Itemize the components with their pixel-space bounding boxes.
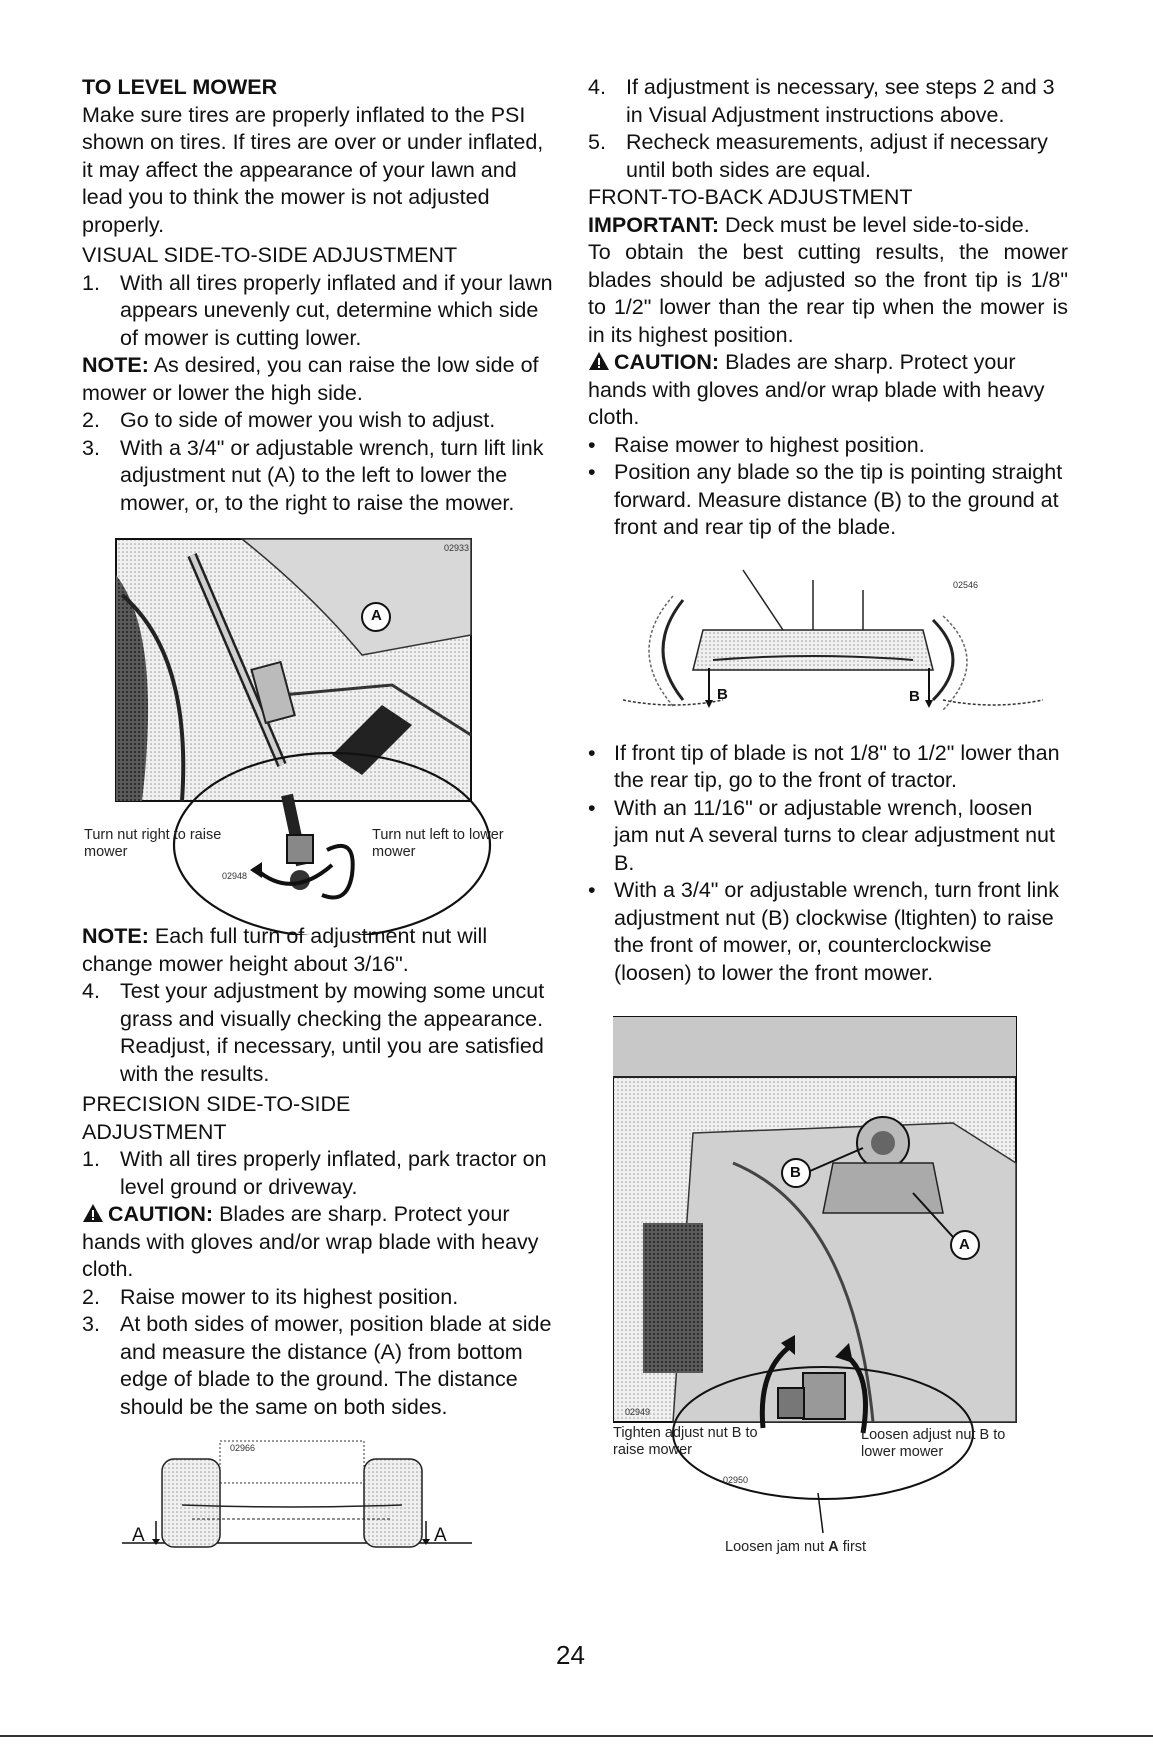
front-to-back-heading: FRONT-TO-BACK ADJUSTMENT <box>588 185 913 209</box>
visual-step-3: 3. With a 3/4" or adjustable wrench, turn lift link adjustment nut (A) to the left to lower the mower, or, to the right to raise the mower. <box>82 435 544 515</box>
precision-step-4: 4. If adjustment is necessary, see steps 2 and 3 in Visual Adjustment instructions above. <box>588 75 1055 127</box>
fig3-label-a-right: A <box>434 1525 447 1546</box>
fig4-label-b: B <box>790 1164 801 1181</box>
bullet-front-tip: • If front tip of blade is not 1/8" to 1/2" lower than the rear tip, go to the front of tractor. <box>588 740 1060 792</box>
fig4-code-top: 02949 <box>625 1407 651 1417</box>
bullet-loosen-jam-nut: • With an 11/16" or adjustable wrench, loosen jam nut A several turns to clear adjustment nut B. <box>588 795 1055 875</box>
fig4-caption-jam: Loosen jam nut A first <box>725 1539 867 1555</box>
fig2-code: 02546 <box>953 579 979 590</box>
visual-heading: VISUAL SIDE-TO-SIDE ADJUSTMENT <box>82 243 458 267</box>
precision-step-2: 2. Raise mower to its highest position. <box>82 1284 459 1309</box>
right-column <box>588 74 1068 1578</box>
precision-step-3: 3. At both sides of mower, position blade at side and measure the distance (A) from bottom edge of blade to the ground. The distance should be the same on both sides. <box>82 1312 552 1419</box>
level-intro: Make sure tires are properly inflated to the PSI shown on tires. If tires are over or under inflated, it may affect the appearance of your lawn and lead you to think the mower is not adjusted properly. <box>82 102 544 237</box>
bullet-raise-mower: • Raise mower to highest position. <box>588 432 925 457</box>
fig1-caption-right: Turn nut right to raise mower <box>84 827 222 860</box>
precision-caution: CAUTION: Blades are sharp. Protect your hands with gloves and/or wrap blade with heavy cloth. <box>82 1202 539 1281</box>
visual-step-4: 4. Test your adjustment by mowing some uncut grass and visually checking the appearance. Readjust, if necessary, until you are satisfied with the results. <box>82 979 545 1086</box>
level-mower-title: TO LEVEL MOWER <box>82 75 278 99</box>
important-notice: IMPORTANT: Deck must be level side-to-side. <box>588 212 1030 237</box>
lift-link-illustration <box>82 535 542 935</box>
tractor-front-illustration <box>112 1439 532 1559</box>
fig3-code: 02966 <box>230 1443 256 1453</box>
precision-step-5: 5. Recheck measurements, adjust if necessary until both sides are equal. <box>588 130 1048 182</box>
left-column <box>82 74 558 1559</box>
front-link-illustration <box>613 1013 1053 1578</box>
front-link-figure <box>613 1013 1053 1578</box>
adjustment-note: NOTE: Each full turn of adjustment nut will change mower height about 3/16". <box>82 924 488 976</box>
fig3-label-a-left: A <box>132 1525 145 1546</box>
fig1-code-top: 02933 <box>444 543 470 553</box>
bottom-rule <box>0 1735 1153 1737</box>
fig1-caption-left: Turn nut left to lower mower <box>372 827 504 860</box>
caution-icon <box>82 1203 104 1223</box>
fig2-label-b-rear: B <box>909 687 920 705</box>
lift-link-figure <box>82 535 542 935</box>
visual-step-1: 1. With all tires properly inflated and if your lawn appears unevenly cut, determine which side of mower is cutting lower. <box>82 270 553 350</box>
visual-note: NOTE: As desired, you can raise the low side of mower or lower the high side. <box>82 353 539 405</box>
deck-side-illustration <box>613 560 1053 720</box>
fig4-caption-tighten: Tighten adjust nut B to raise mower <box>613 1425 758 1458</box>
precision-heading: PRECISION SIDE-TO-SIDE ADJUSTMENT <box>82 1092 351 1144</box>
fig2-label-b-front: B <box>717 685 728 703</box>
blade-distance-figure <box>112 1439 532 1559</box>
fig1-label-a: A <box>371 607 382 624</box>
precision-step-1: 1. With all tires properly inflated, park tractor on level ground or driveway. <box>82 1147 547 1199</box>
page-number: 24 <box>556 1640 585 1670</box>
front-to-back-caution: CAUTION: Blades are sharp. Protect your hands with gloves and/or wrap blade with heavy cloth. <box>588 350 1045 429</box>
bullet-position-blade: • Position any blade so the tip is pointing straight forward. Measure distance (B) to the ground at front and rear tip of the blade. <box>588 460 1063 539</box>
bullet-turn-link-nut: • With a 3/4" or adjustable wrench, turn front link adjustment nut (B) clockwise (ltighten) to raise the front of mower, or, counterclockwise (loosen) to lower the front mower. <box>588 878 1060 985</box>
caution-icon <box>588 351 610 371</box>
visual-step-2: 2. Go to side of mower you wish to adjust. <box>82 408 496 432</box>
blade-tip-figure <box>613 560 1053 720</box>
fig4-label-a: A <box>959 1236 970 1253</box>
best-results-text: To obtain the best cutting results, the mower blades should be adjusted so the front tip is 1/8" to 1/2" lower than the rear tip when the mower is in its highest position. <box>588 240 1068 347</box>
fig1-code-bottom: 02948 <box>222 871 248 881</box>
fig4-code-bottom: 02950 <box>723 1475 749 1485</box>
fig4-caption-loosen: Loosen adjust nut B to lower mower <box>861 1427 1006 1460</box>
